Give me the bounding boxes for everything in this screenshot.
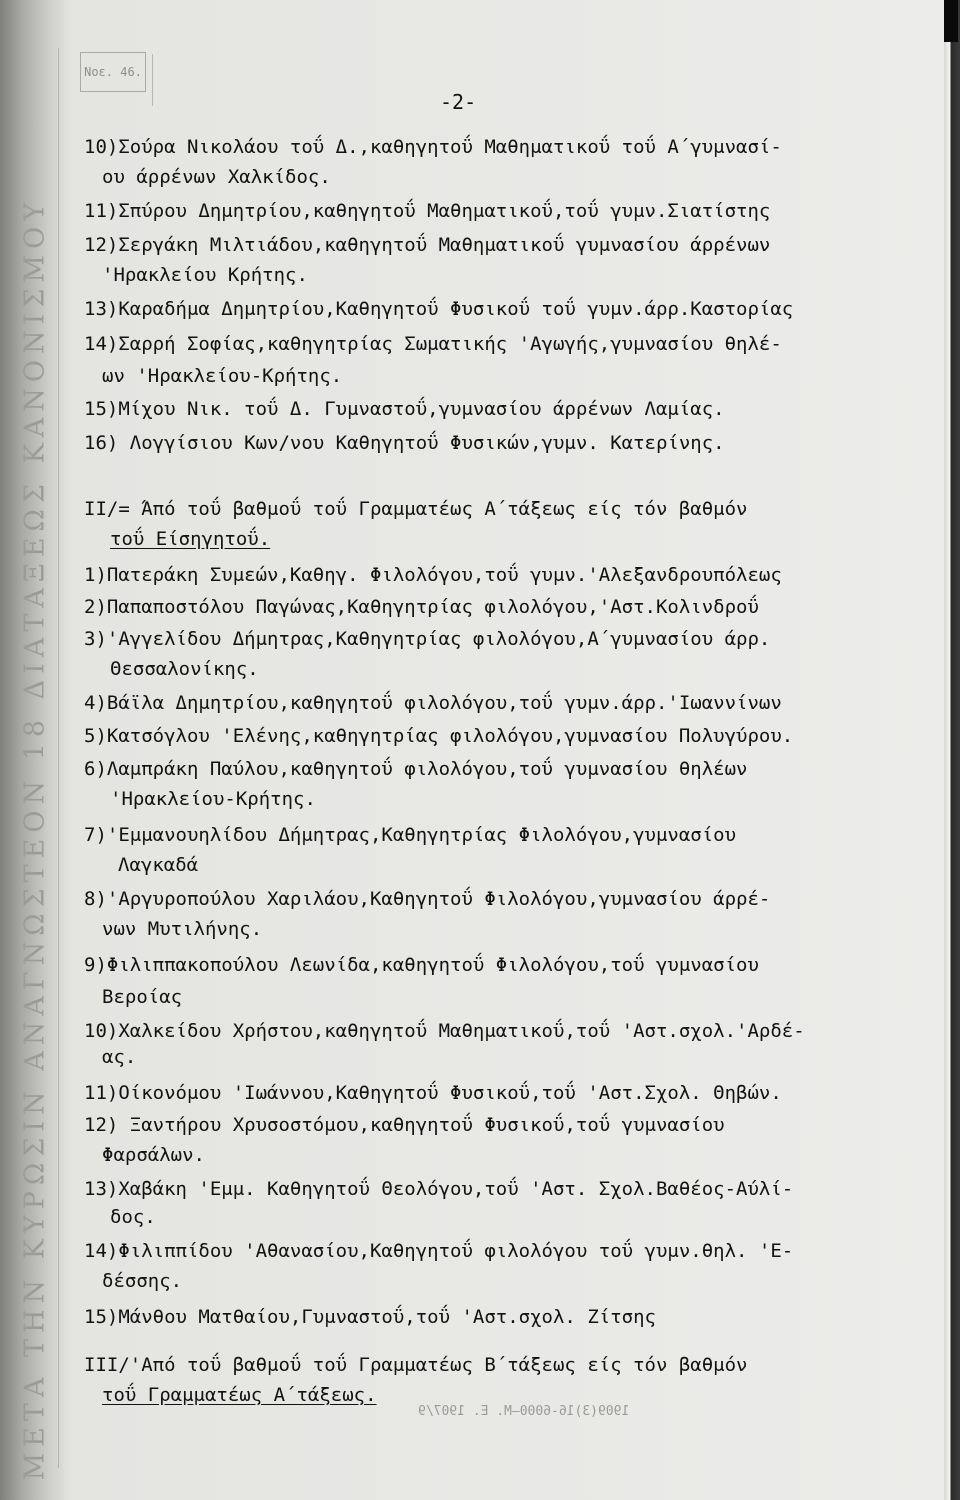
text-line: 12)Σεργάκη Μιλτιάδου,καθηγητοΰ Μαθηματικοΰ γυμνασίου άρρένων — [84, 234, 771, 256]
text-line: Βεροίας — [102, 986, 183, 1008]
corner-stamp: Νοε. 46. — [80, 52, 146, 92]
text-line: 5)Κατσόγλου 'Ελένης,καθηγητρίας φιλολόγου,γυμνασίου Πολυγύρου. — [84, 725, 794, 747]
text-line: ου άρρένων Χαλκίδος. — [102, 166, 331, 188]
text-line: 7)'Εμμανουηλίδου Δήμητρας,Καθηγητρίας Φιλολόγου,γυμνασίου — [84, 824, 737, 846]
footer-print-mark: 1909(3)16-6000—M. E. 1907/9 — [418, 1404, 630, 1419]
text-line: ων 'Ηρακλείου-Κρήτης. — [102, 365, 343, 387]
section-heading: ΙΙ/= Άπό τοΰ βαθμοΰ τοΰ Γραμματέως Α΄τάξεως είς τόν βαθμόν — [84, 498, 748, 520]
text-line: 6)Λαμπράκη Παύλου,καθηγητοΰ φιλολόγου,τοΰ γυμνασίου θηλέων — [84, 758, 748, 780]
page-number: -2- — [440, 90, 477, 114]
text-line: δέσσης. — [102, 1270, 183, 1292]
text-line: Θεσσαλονίκης. — [110, 658, 259, 680]
text-line: ας. — [102, 1046, 137, 1068]
text-line: 2)Παπαποστόλου Παγώνας,Καθηγητρίας φιλολόγου,'Αστ.Κολινδροΰ — [84, 596, 759, 618]
text-line: 11)Οίκονόμου 'Ιωάννου,Καθηγητοΰ Φυσικοΰ,τοΰ 'Αστ.Σχολ. Θηβών. — [84, 1082, 782, 1104]
section-heading-continuation: τοΰ Είσηγητοΰ. — [110, 528, 271, 550]
text-line: 9)Φιλιππακοπούλου Λεωνίδα,καθηγητοΰ Φιλολόγου,τοΰ γυμνασίου — [84, 954, 759, 976]
text-line: 12) Ξαντήρου Χρυσοστόμου,καθηγητοΰ Φυσικοΰ,τοΰ γυμνασίου — [84, 1114, 725, 1136]
text-line: 1)Πατεράκη Συμεών,Καθηγ. Φιλολόγου,τοΰ γυμν.'Αλεξανδρουπόλεως — [84, 564, 782, 586]
text-line: Φαρσάλων. — [102, 1144, 205, 1166]
text-line: 10)Σούρα Νικολάου τοΰ Δ.,καθηγητοΰ Μαθηματικοΰ τοΰ Α΄γυμνασί- — [84, 136, 782, 158]
page-right-edge — [944, 0, 960, 1500]
text-line: 15)Μίχου Νικ. τοΰ Δ. Γυμναστοΰ,γυμνασίου άρρένων Λαμίας. — [84, 398, 725, 420]
text-line: 'Ηρακλείου-Κρήτης. — [110, 788, 316, 810]
text-line: 'Ηρακλείου Κρήτης. — [102, 264, 308, 286]
text-line: νων Μυτιλήνης. — [102, 918, 263, 940]
text-line: 13)Καραδήμα Δημητρίου,Καθηγητοΰ Φυσικοΰ τοΰ γυμν.άρρ.Καστορίας — [84, 298, 794, 320]
text-line: 8)'Αργυροπούλου Χαριλάου,Καθηγητοΰ Φιλολόγου,γυμνασίου άρρέ- — [84, 888, 771, 910]
text-line: 3)'Αγγελίδου Δήμητρας,Καθηγητρίας φιλολόγου,Α΄γυμνασίου άρρ. — [84, 628, 771, 650]
scan-edge-mark — [944, 0, 958, 42]
text-line: 13)Χαβάκη 'Εμμ. Καθηγητοΰ Θεολόγου,τοΰ 'Αστ. Σχολ.Βαθέος-Αύλί- — [84, 1178, 794, 1200]
spine-vertical-text: ΜΕΤΑ ΤΗΝ ΚΥΡΩΣΙΝ ΑΝΑΓΝΩΣΤΕΟΝ 18 ΔΙΑΤΑΞΕΩΣ ΚΑΝΟΝΙΣΜΟΥ — [19, 196, 51, 1481]
text-line: 14)Φιλιππίδου 'Αθανασίου,Καθηγητοΰ φιλολόγου τοΰ γυμν.θηλ. 'Ε- — [84, 1240, 794, 1262]
text-line: 14)Σαρρή Σοφίας,καθηγητρίας Σωματικής 'Αγωγής,γυμνασίου θηλέ- — [84, 333, 782, 355]
text-line: δος. — [110, 1206, 156, 1228]
text-line: 16) Λογγίσιου Κων/νου Καθηγητοΰ Φυσικών,γυμν. Κατερίνης. — [84, 432, 725, 454]
section-heading: ΙΙΙ/'Από τοΰ βαθμοΰ τοΰ Γραμματέως Β΄τάξεως είς τόν βαθμόν — [84, 1354, 748, 1376]
margin-rule — [152, 54, 153, 106]
text-line: 10)Χαλκείδου Χρήστου,καθηγητοΰ Μαθηματικοΰ,τοΰ 'Αστ.σχολ.'Αρδέ- — [84, 1020, 805, 1042]
text-line: 15)Μάνθου Ματθαίου,Γυμναστοΰ,τοΰ 'Αστ.σχολ. Ζίτσης — [84, 1306, 656, 1328]
text-line: 11)Σπύρου Δημητρίου,καθηγητοΰ Μαθηματικοΰ,τοΰ γυμν.Σιατίστης — [84, 200, 771, 222]
text-line: 4)Βάϊλα Δημητρίου,καθηγητοΰ φιλολόγου,τοΰ γυμν.άρρ.'Ιωαννίνων — [84, 692, 782, 714]
text-line: Λαγκαδά — [118, 854, 199, 876]
section-heading-continuation: τοΰ Γραμματέως Α΄τάξεως. — [102, 1384, 377, 1406]
